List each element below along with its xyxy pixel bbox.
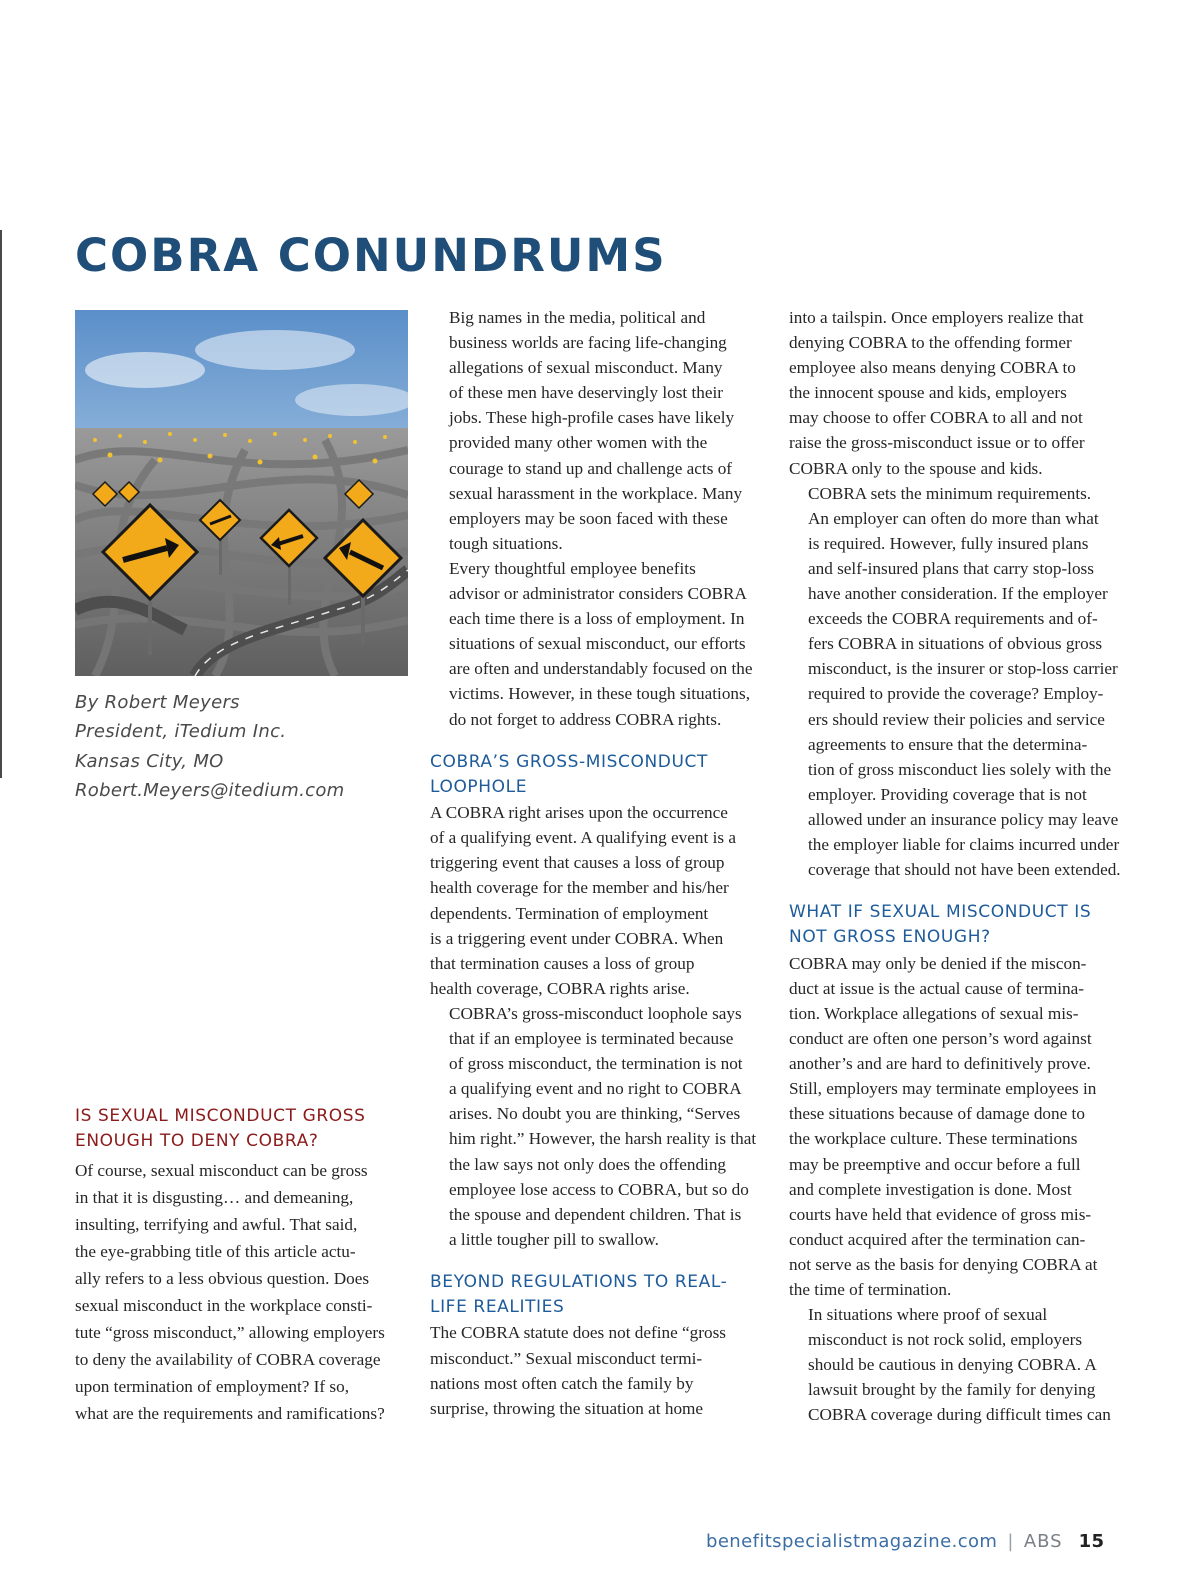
paragraph: COBRA may only be denied if the miscon- duct at issue is the actual cause of termina- tion. Workplace allegations of sexual mis- conduct are often one person’s word against another’s and are hard to definitively prove. Still, employers may terminate employees in these situations because of damage done to the workplace culture. These terminations may be preemptive and occur before a full and complete investigation is done. Most courts have held that evidence of gross mis- conduct acquired after the termination can- not serve as the basis for denying COBRA at the time of termination. [789,953,1098,1299]
page-edge-rule [0,230,2,778]
paragraph: COBRA’s gross-misconduct loophole says that if an employee is terminated because of gross misconduct, the termination is not a qualifying event and no right to COBRA arises. No doubt you are thinking, “Serves him right.” However, the harsh reality is that the law says not only does the offending employee lose access to COBRA, but so do the spouse and dependent children. That is a little tougher pill to swallow. [449,1003,757,1249]
paragraph: Every thoughtful employee benefits advisor or administrator considers COBRA each time there is a loss of employment. In situations of sexual misconduct, our efforts are often and understandably focused on the victims. However, in these tough situations, do not forget to address COBRA rights. [449,558,753,729]
author-email: Robert.Meyers@itedium.com [75,779,345,801]
column-3 [789,305,1129,1428]
column-2 [430,305,770,1421]
author-name: By Robert Meyers [75,692,240,713]
author-location: Kansas City, MO [75,750,224,772]
footer-magazine: ABS [1023,1531,1063,1552]
section-heading: IS SEXUAL MISCONDUCT GROSS ENOUGH TO DENY COBRA? [75,1106,366,1152]
paragraph: In situations where proof of sexual misconduct is not rock solid, employers should be cautious in denying COBRA. A lawsuit brought by the family for denying COBRA coverage during difficult times can [808,1305,1111,1425]
paragraph: Of course, sexual misconduct can be gross in that it is disgusting… and demeaning, insulting, terrifying and awful. That said, the eye-grabbing title of this article actu- ally refers to a less obvious question. Does sexual misconduct in the workplace consti- tute “gross misconduct,” allowing employers to deny the availability of COBRA coverage upon termination of employment? If so, what are the requirements and ramifications? [75,1160,385,1424]
section-heading: BEYOND REGULATIONS TO REAL- LIFE REALITIES [430,1271,728,1318]
section-heading: WHAT IF SEXUAL MISCONDUCT IS NOT GROSS ENOUGH? [789,902,1092,948]
footer-separator: | [1007,1531,1014,1552]
paragraph: Big names in the media, political and business worlds are facing life-changing allegations of sexual misconduct. Many of these men have deservingly lost their jobs. These high-profile cases have likely provided many other women with the courage to stand up and challenge acts of sexual harassment in the workplace. Many employers may be soon faced with these tough situations. [449,308,743,553]
paragraph: A COBRA right arises upon the occurrence of a qualifying event. A qualifying event is a triggering event that causes a loss of group health coverage for the member and his/her dependents. Termination of employment is a triggering event under COBRA. When that termination causes a loss of group health coverage, COBRA rights arise. [430,803,736,998]
paragraph: The COBRA statute does not define “gross misconduct.” Sexual misconduct termi- nations most often catch the family by surprise, throwing the situation at home [430,1323,726,1418]
page-footer [706,1531,1104,1552]
hero-image [75,310,408,676]
page-number: 15 [1078,1531,1105,1552]
article-title: COBRA CONUNDRUMS [75,229,667,282]
footer-site-link[interactable]: benefitspecialistmagazine.com [706,1531,998,1552]
author-title: President, iTedium Inc. [75,721,287,743]
author-byline [75,688,405,805]
paragraph: into a tailspin. Once employers realize that denying COBRA to the offending former employee also means denying COBRA to the innocent spouse and kids, employers may choose to offer COBRA to all and not raise the gross-misconduct issue or to offer COBRA only to the spouse and kids. [789,308,1085,478]
paragraph: COBRA sets the minimum requirements. An employer can often do more than what is required. However, fully insured plans and self-insured plans that carry stop-loss have another consideration. If the employer exceeds the COBRA requirements and of- fers COBRA in situations of obvious gross misconduct, is the insurer or stop-loss carrier required to provide the coverage? Employ- ers should review their policies and service agreements to ensure that the determina- tion of gross misconduct lies solely with the employer. Providing coverage that is not allowed under an insurance policy may leave the employer liable for claims incurred under coverage that should not have been extended. [808,483,1121,880]
column-1 [75,1104,410,1428]
section-heading: COBRA’S GROSS-MISCONDUCT LOOPHOLE [430,751,708,797]
